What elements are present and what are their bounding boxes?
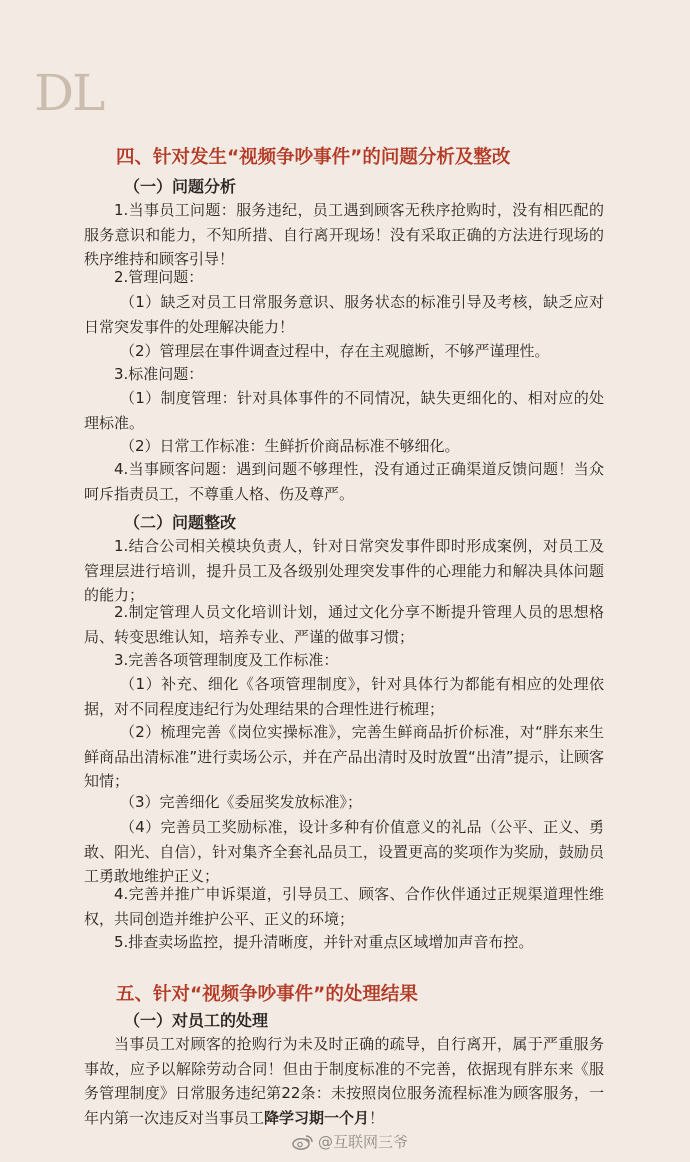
analysis-para-7: （2）日常工作标准：生鲜折价商品标准不够细化。 — [120, 437, 460, 455]
rectification-para-9: 5.排查卖场监控，提升清晰度，并针对重点区域增加声音布控。 — [114, 933, 534, 951]
analysis-para-4: （2）管理层在事件调查过程中，存在主观臆断，不够严谨理性。 — [120, 342, 550, 360]
analysis-heading: （一）问题分析 — [124, 177, 237, 196]
section-4-title: 四、针对发生“视频争吵事件”的问题分析及整改 — [116, 147, 511, 168]
analysis-para-6: （1）制度管理：针对具体事件的不同情况，缺失更细化的、相对应的处理标准。 — [84, 389, 604, 432]
section-5-title: 五、针对“视频争吵事件”的处理结果 — [116, 984, 418, 1005]
analysis-para-3: （1）缺乏对员工日常服务意识、服务状态的标准引导及考核，缺乏应对日常突发事件的处理解决能力！ — [84, 293, 604, 336]
rectification-para-2: 2.制定管理人员文化培训计划，通过文化分享不断提升管理人员的思想格局、转变思维认知，培养专业、严谨的做事习惯； — [84, 603, 604, 646]
rectification-para-7: （4）完善员工奖励标准，设计多种有价值意义的礼品（公平、正义、勇敢、阳光、自信），针对集齐全套礼品员工，设置更高的奖项作为奖励，鼓励员工勇敢地维护正义； — [84, 818, 604, 885]
rectification-para-5: （2）梳理完善《岗位实操标准》，完善生鲜商品折价标准，对“胖东来生鲜商品出清标准”进行卖场公示，并在产品出清时及时放置“出清”提示，让顾客知情； — [84, 723, 604, 790]
dl-logo: DL — [34, 64, 104, 122]
staff-handling-end: ！ — [369, 1108, 385, 1127]
analysis-para-1: 1.当事员工问题：服务违纪，员工遇到顾客无秩序抢购时，没有相匹配的服务意识和能力，不知所措、自行离开现场！没有采取正确的方法进行现场的秩序维持和顾客引导！ — [84, 201, 604, 268]
analysis-para-8: 4.当事顾客问题：遇到问题不够理性，没有通过正确渠道反馈问题！当众呵斥指责员工，不尊重人格、伤及尊严。 — [84, 460, 604, 503]
rectification-para-6: （3）完善细化《委屈奖发放标准》； — [120, 793, 363, 811]
rectification-heading: （二）问题整改 — [124, 513, 237, 532]
staff-handling-text: 当事员工对顾客的抢购行为未及时正确的疏导，自行离开，属于严重服务事故，应予以解除劳动合同！但由于制度标准的不完善，依据现有胖东来《服务管理制度》日常服务违纪第22条：未按照岗位服务流程标准为顾客服务，一年内第一次违反对当事员工 — [84, 1035, 604, 1127]
staff-penalty-bold: 降学习期一个月 — [264, 1108, 370, 1127]
rectification-para-4: （1）补充、细化《各项管理制度》，针对具体行为都能有相应的处理依据，对不同程度违纪行为处理结果的合理性进行梳理； — [84, 675, 604, 718]
rectification-para-1: 1.结合公司相关模块负责人，针对日常突发事件即时形成案例，对员工及管理层进行培训，提升员工及各级别处理突发事件的心理能力和解决具体问题的能力； — [84, 537, 604, 604]
weibo-icon — [292, 1134, 314, 1150]
weibo-watermark — [292, 1131, 408, 1152]
analysis-para-5: 3.标准问题： — [114, 365, 204, 383]
rectification-para-3: 3.完善各项管理制度及工作标准： — [114, 651, 339, 669]
watermark-text: @互联网三爷 — [318, 1133, 409, 1151]
staff-handling-para — [84, 1032, 604, 1130]
rectification-para-8: 4.完善并推广申诉渠道，引导员工、顾客、合作伙伴通过正规渠道理性维权，共同创造并维护公平、正义的环境； — [84, 885, 604, 928]
analysis-para-2: 2.管理问题： — [114, 268, 204, 286]
staff-handling-heading: （一）对员工的处理 — [124, 1011, 269, 1030]
